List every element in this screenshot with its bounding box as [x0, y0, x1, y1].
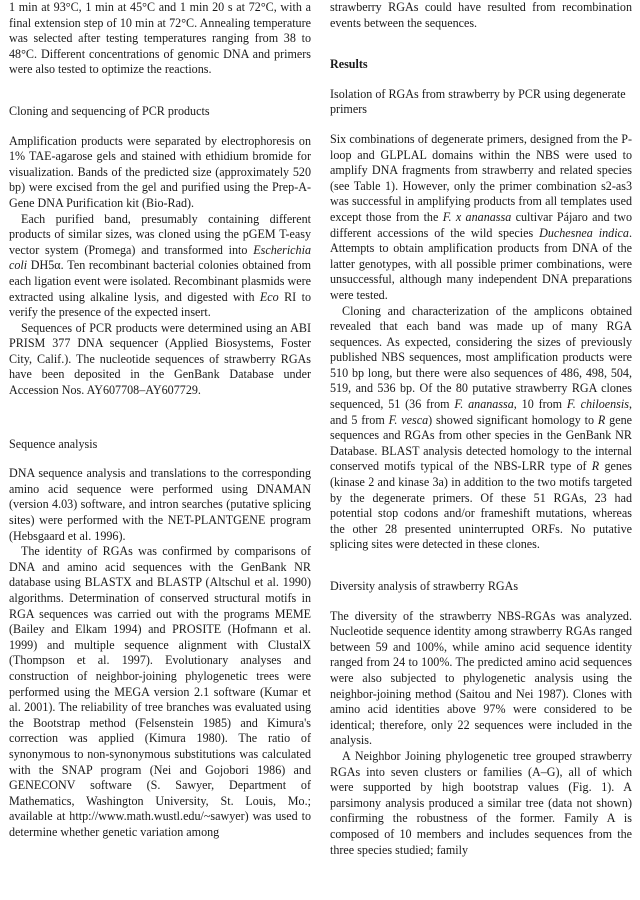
diversity-paragraph-1: The diversity of the strawberry NBS-RGAs was analyzed. Nucleotide sequence identity among strawberry RGAs ranged between 59 and 100%, while amino acid sequence identity ranged from 24 to 100%. The predicted amino acid sequences were also subjected to phylogenetic analysis using the neighbor-joining method (Saitou and Nei 1987). Clones with amino acid identities above 97% were considered to be identical; therefore, only 22 sequences were included in the analysis.: [330, 608, 632, 748]
cloning-paragraph-3: Sequences of PCR products were determined using an ABI PRISM 377 DNA sequencer (Applied Biosystems, Foster City, Calif.). The nucleotide sequences of strawberry RGAs have been deposited in the GenBank Database under Accession Nos. AY607708–AY607729.: [9, 320, 311, 398]
section-heading-sequence-analysis: Sequence analysis: [9, 436, 98, 451]
section-heading-isolation: Isolation of RGAs from strawberry by PCR using degenerate primers: [330, 86, 626, 117]
section-heading-diversity: Diversity analysis of strawberry RGAs: [330, 579, 519, 593]
results-heading: Results: [330, 57, 368, 72]
isolation-paragraph-2: Cloning and characterization of the amplicons obtained revealed that each band was made up of many RGA sequences. As expected, considering the sizes of previously published NBS sequences, most amplification products were 510 bp long, but there were also sequences of 486, 498, 504, 519, and 536 bp. Of the 80 putative strawberry RGA clones sequenced, 51 (36 from F. ananassa, 10 from F. chiloensis, and 5 from F. vesca) showed significant homology to R gene sequences and RGAs from other species in the GenBank NR Database. BLAST analysis detected homology to the internal conserved motifs typical of the NBS-LRR type of R genes (kinase 2 and kinase 3a) in addition to the two motifs targeted by the degenerate primers. Of these 51 RGAs, 23 had potential stop codons and/or frameshift mutations, whereas the other 28 presented uninterrupted ORFs. No putative splicing sites were detected in these clones.: [330, 303, 632, 552]
sequence-paragraph-1: DNA sequence analysis and translations to the corresponding amino acid sequence were performed using DNAMAN (version 4.03) software, and intron searches (putative splicing sites) were performed with the NET-PLANTGENE program (Hebsgaard et al. 1996).: [9, 466, 311, 543]
left-column: [9, 0, 311, 841]
cloning-paragraph-2: Each purified band, presumably containing different products of similar sizes, was cloned using the pGEM T-easy vector system (Promega) and transformed into Escherichia coli DH5α. Ten recombinant bacterial colonies obtained from each ligation event were isolated. Recombinant plasmids were extracted using alkaline lysis, and digested with Eco RI to verify the presence of the expected insert.: [9, 211, 311, 320]
isolation-paragraph-1: Six combinations of degenerate primers, designed from the P-loop and GLPLAL domains within the NBS were used to amplify DNA fragments from strawberry and related species (see Table 1). However, only the primer combination s2-as3 was successful in amplifying products from all templates used except those from the F. x ananassa cultivar Pájaro and two different accessions of the wild species Duchesnea indica. Attempts to obtain amplification products from DNA of the latter genotypes, with all possible primer combinations, were unsuccessful, although many independent DNA preparations were tested.: [330, 131, 633, 302]
intro-paragraph: 1 min at 93°C, 1 min at 45°C and 1 min 20 s at 72°C, with a final extension step of 10 min at 72°C. Annealing temperature was selected after testing temperatures ranging from 38 to 48°C. Different concentrations of genomic DNA and primers were also tested to optimize the reactions.: [9, 0, 311, 77]
intro-paragraph-right: strawberry RGAs could have resulted from recombination events between the sequences.: [330, 0, 632, 30]
diversity-paragraph-2: A Neighbor Joining phylogenetic tree grouped strawberry RGAs into seven clusters or families (A–G), all of which were supported by high bootstrap values (Fig. 1). A parsimony analysis produced a similar tree (data not shown) confirming the robustness of the former. Family A is composed of 10 members and includes sequences from the three species studied; family: [330, 748, 632, 857]
section-heading-cloning: Cloning and sequencing of PCR products: [9, 103, 210, 118]
right-column: [330, 0, 632, 858]
cloning-paragraph-1: Amplification products were separated by electrophoresis on 1% TAE-agarose gels and stained with ethidium bromide for visualization. Bands of the predicted size (approximately 520 bp) were excised from the gel and purified using the Prep-A-Gene DNA Purification kit (Bio-Rad).: [9, 133, 311, 210]
sequence-paragraph-2: The identity of RGAs was confirmed by comparisons of DNA and amino acid sequences with the GenBank NR database using BLASTX and BLASTP (Altschul et al. 1990) algorithms. Determination of conserved structural motifs in RGA sequences was carried out with the programs MEME (Bailey and Elkam 1994) and PROSITE (Hofmann et al. 1999) and multiple sequence alignment with ClustalX (Thompson et al. 1997). Evolutionary analyses and construction of neighbor-joining phylogenetic trees were performed using the MEGA version 2.1 software (Kumar et al. 2001). The reliability of tree branches was evaluated using the Bootstrap method (Felsenstein 1985) and Kimura's correction was applied (Kimura 1980). The ratio of synonymous to non-synonymous substitutions was calculated with the SNAP program (Nei and Gojobori 1986) and GENECONV software (S. Sawyer, Department of Mathematics, Washington University, St. Louis, Mo.; available at http://www.math.wustl.edu/~sawyer) was used to determine whether genetic variation among: [9, 544, 311, 839]
